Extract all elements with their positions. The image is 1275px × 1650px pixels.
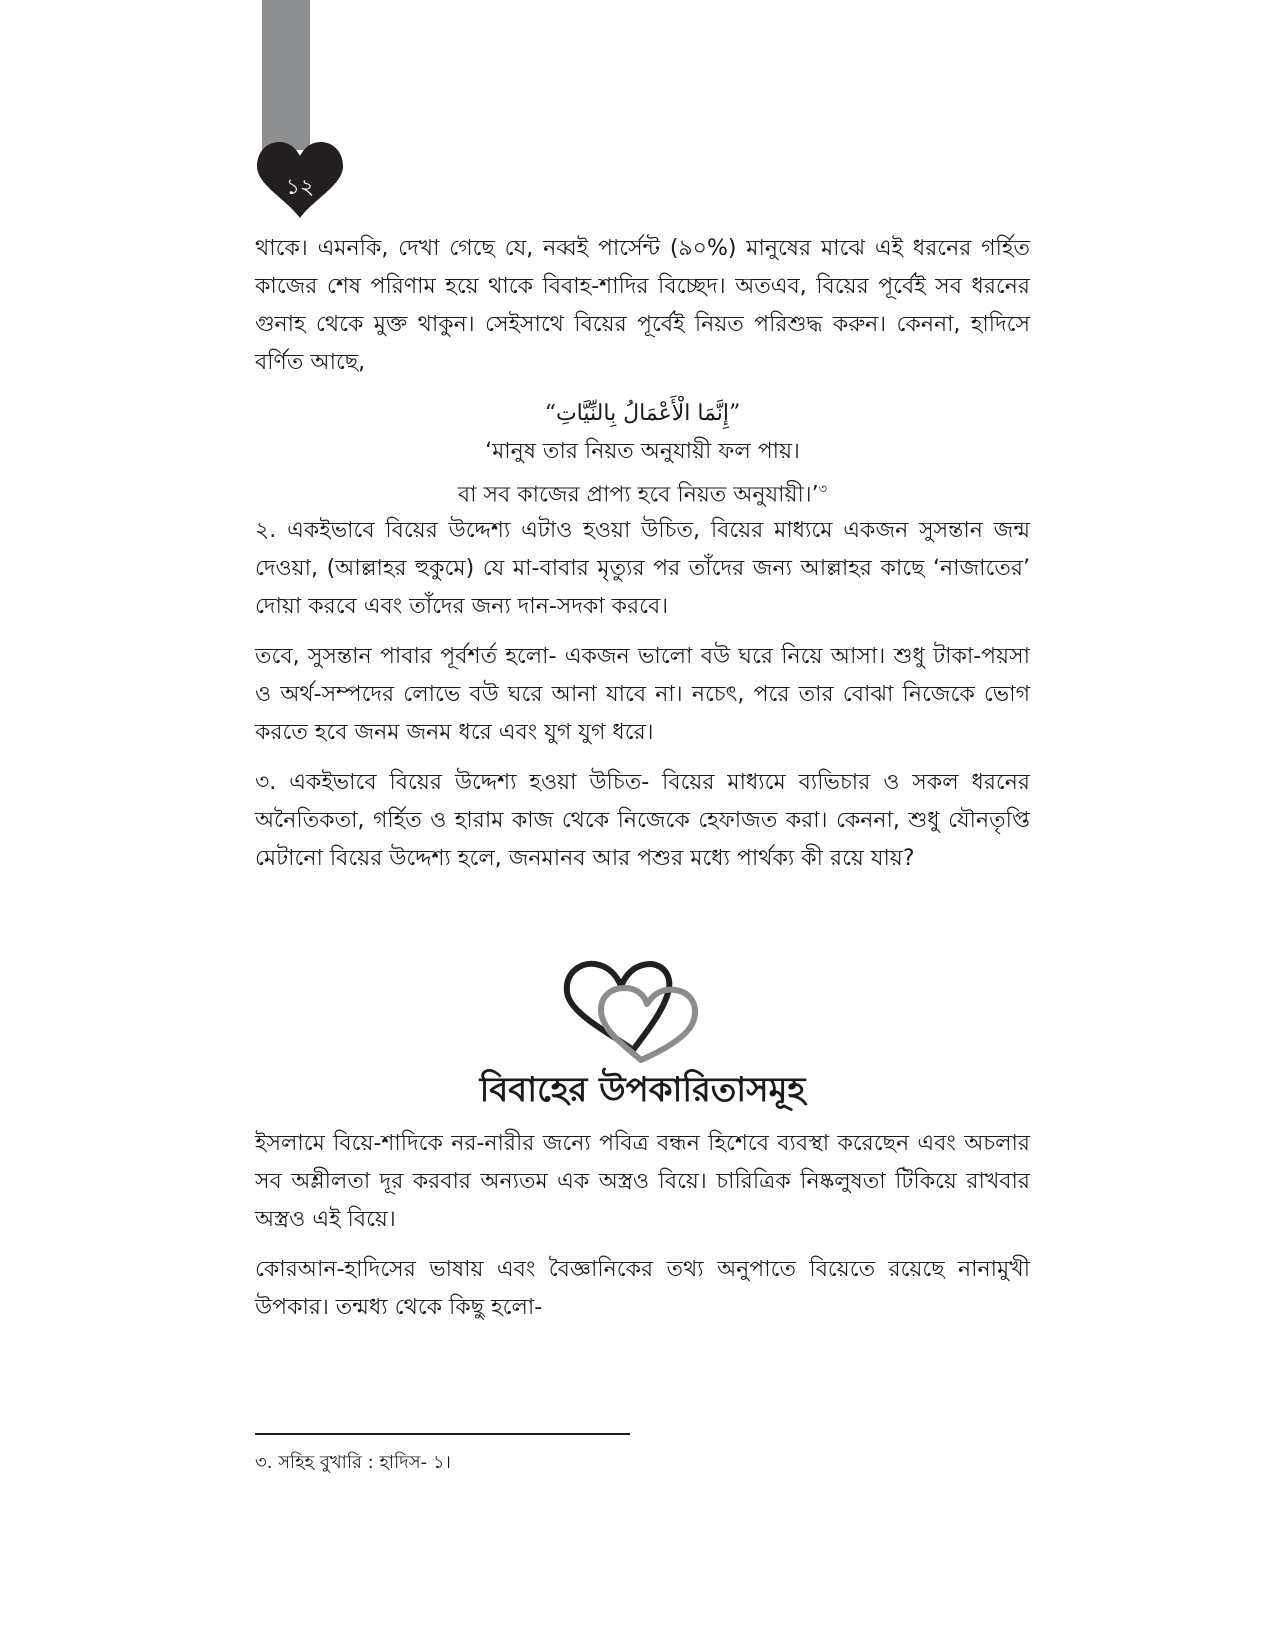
paragraph: ৩. একইভাবে বিয়ের উদ্দেশ্য হওয়া উচিত- বিয়ের মাধ্যমে ব্যভিচার ও সকল ধরনের অনৈতিকতা, গর্হিত ও হারাম কাজ থেকে নিজেকে হেফাজত করা। কেননা, শুধু যৌনতৃপ্তি মেটানো বিয়ের উদ্দেশ্য হলে, জনমানব আর পশুর মধ্যে পার্থক্য কী রয়ে যায়?: [255, 770, 1030, 871]
body-text-middle: [255, 512, 1030, 878]
paragraph: থাকে। এমনকি, দেখা গেছে যে, নব্বই পার্সেন্ট (৯০%) মানুষের মাঝে এই ধরনের গর্হিত কাজের শেষ পরিণাম হয়ে থাকে বিবাহ-শাদির বিচ্ছেদ। অতএব, বিয়ের পূর্বেই সব ধরনের গুনাহ থেকে মুক্ত থাকুন। সেইসাথে বিয়ের পূর্বেই নিয়ত পরিশুদ্ধ করুন। কেননা, হাদিসে বর্ণিত আছে,: [255, 236, 1030, 375]
body-text-bottom: [255, 1125, 1030, 1327]
body-text-top: [255, 230, 1030, 382]
paragraph: কোরআন-হাদিসের ভাষায় এবং বৈজ্ঞানিকের তথ্য অনুপাতে বিয়েতে রয়েছে নানামুখী উপকার। তন্মধ্য থেকে কিছু হলো-: [255, 1257, 1030, 1320]
arabic-quote: “إِنَّمَا الْأَعْمَالُ بِالنِّيَّاتِ”: [544, 401, 741, 426]
hadith-quote: [255, 395, 1030, 514]
double-heart-icon: [555, 952, 715, 1067]
footnote-divider: [255, 1433, 630, 1435]
footnote: ৩. সহিহ বুখারি : হাদিস- ১।: [255, 1452, 451, 1473]
quote-translation-line-2: বা সব কাজের প্রাপ্য হবে নিয়ত অনুযায়ী।’$^৩$: [457, 482, 828, 508]
paragraph: ২. একইভাবে বিয়ের উদ্দেশ্য এটাও হওয়া উচিত, বিয়ের মাধ্যমে একজন সুসন্তান জন্ম দেওয়া, (আল্লাহর হুকুমে) যে মা-বাবার মৃত্যুর পর তাঁদের জন্য আল্লাহর কাছে ‘নাজাতের’ দোয়া করবে এবং তাঁদের জন্য দান-সদকা করবে।: [255, 518, 1030, 619]
quote-translation-line-1: ‘মানুষ তার নিয়ত অনুযায়ী ফল পায়।: [485, 439, 800, 464]
section-title: বিবাহের উপকারিতাসমূহ: [479, 1070, 806, 1110]
page-number: ১২: [285, 175, 315, 200]
paragraph: তবে, সুসন্তান পাবার পূর্বশর্ত হলো- একজন ভালো বউ ঘরে নিয়ে আসা। শুধু টাকা-পয়সা ও অর্থ-সম্পদের লোভে বউ ঘরে আনা যাবে না। নচেৎ, পরে তার বোঝা নিজেকে ভোগ করতে হবে জনম জনম ধরে এবং যুগ যুগ ধরে।: [255, 644, 1030, 745]
footnote-ref: ৩: [818, 482, 828, 497]
paragraph: ইসলামে বিয়ে-শাদিকে নর-নারীর জন্যে পবিত্র বন্ধন হিশেবে ব্যবস্থা করেছেন এবং অচলার সব অশ্লীলতা দূর করবার অন্যতম এক অস্ত্রও বিয়ে। চারিত্রিক নিষ্কলুষতা টিকিয়ে রাখবার অস্ত্রও এই বিয়ে।: [255, 1131, 1030, 1232]
